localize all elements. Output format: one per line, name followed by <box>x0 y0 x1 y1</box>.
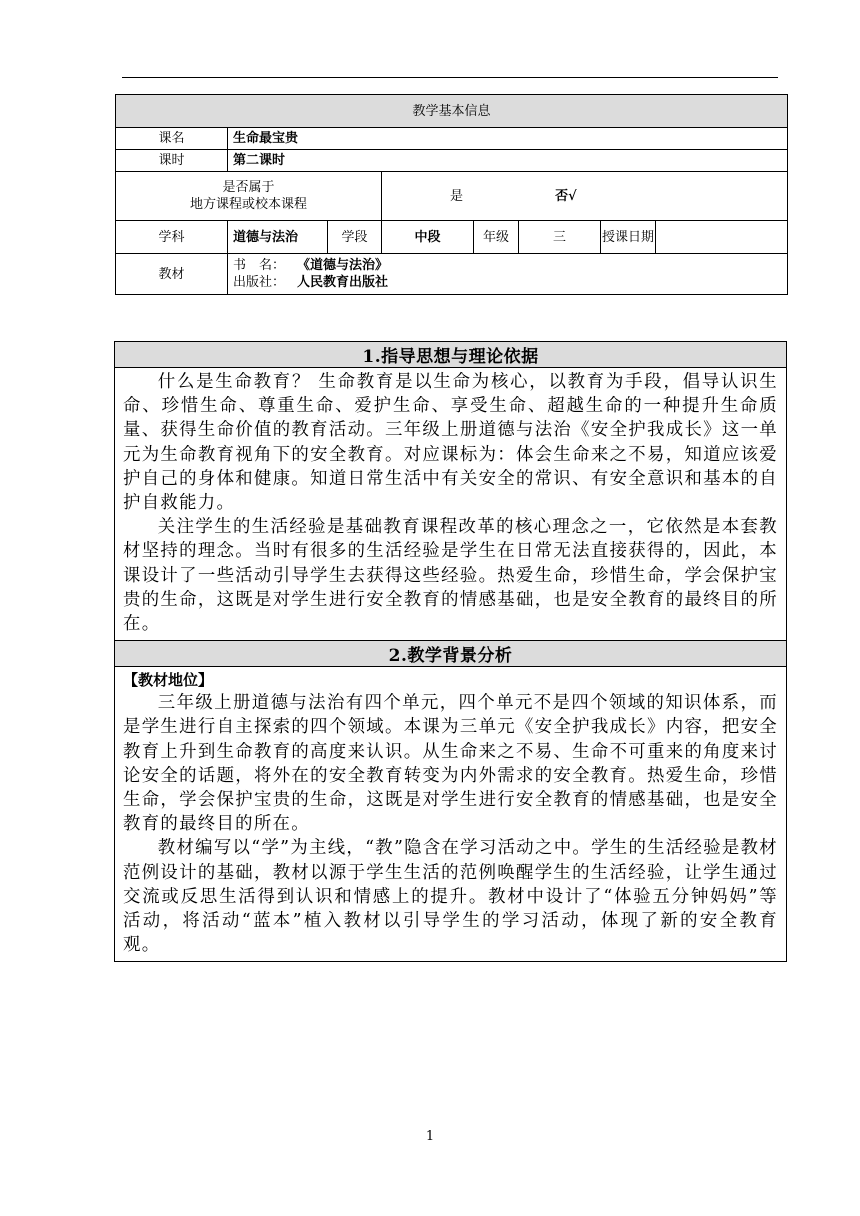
course-name-label: 课名 <box>116 128 228 150</box>
section-1-paragraph-1: 什么是生命教育？ 生命教育是以生命为核心，以教育为手段，倡导认识生命、珍惜生命、尊重生命、爱护生命、享受生命、超越生命的一种提升生命质量、获得生命价值的教育活动。三年级上册道德与法治《安全护我成长》这一单元为生命教育视角下的安全教育。对应课标为：体会生命来之不易，知道应该爱护自己的身体和健康。知道日常生活中有关安全的常识、有安全意识和基本的自护自救能力。 <box>123 372 778 514</box>
stage-value: 中段 <box>382 221 474 254</box>
date-value <box>656 221 788 254</box>
date-label: 授课日期 <box>601 221 656 254</box>
grade-label: 年级 <box>474 221 519 254</box>
yes-option: 是 <box>450 188 464 204</box>
local-course-answer <box>382 172 788 221</box>
period-value: 第二课时 <box>228 150 788 172</box>
stage-label: 学段 <box>328 221 382 254</box>
book-name-line <box>233 257 787 274</box>
no-option-checked: 否√ <box>555 188 577 204</box>
section-1-body <box>115 368 787 641</box>
book-name-key: 书 名： <box>233 258 286 273</box>
publisher-line <box>233 274 787 291</box>
course-name-value: 生命最宝贵 <box>228 128 788 150</box>
section-2-subhead: 【教材地位】 <box>123 671 214 690</box>
grade-value: 三 <box>519 221 601 254</box>
content-table <box>114 341 787 962</box>
book-name-value: 《道德与法治》 <box>297 258 389 273</box>
section-2-paragraph-2: 教材编写以“学”为主线，“教”隐含在学习活动之中。学生的生活经验是教材范例设计的基础，教材以源于学生生活的范例唤醒学生的生活经验，让学生通过交流或反思生活得到认识和情感上的提升。教材中设计了“体验五分钟妈妈”等活动，将活动“蓝本”植入教材以引导学生的学习活动，体现了新的安全教育观。 <box>123 838 778 956</box>
local-course-label-line2: 地方课程或校本课程 <box>189 197 307 212</box>
header-rule <box>122 77 778 78</box>
period-label: 课时 <box>116 150 228 172</box>
basic-info-table <box>115 94 788 295</box>
publisher-value: 人民教育出版社 <box>297 275 389 290</box>
section-2-body <box>115 667 787 962</box>
local-course-label-line1: 是否属于 <box>222 180 275 195</box>
local-course-label <box>116 172 382 221</box>
subject-label: 学科 <box>116 221 228 254</box>
page-number: 1 <box>425 1129 435 1144</box>
section-1-paragraph-2: 关注学生的生活经验是基础教育课程改革的核心理念之一，它依然是本套教材坚持的理念。当时有很多的生活经验是学生在日常无法直接获得的，因此，本课设计了一些活动引导学生去获得这些经验。热爱生命，珍惜生命，学会保护宝贵的生命，这既是对学生进行安全教育的情感基础，也是安全教育的最终目的所在。 <box>123 517 778 635</box>
section-1-title: 1.指导思想与理论依据 <box>115 342 787 368</box>
section-2-title: 2.教学背景分析 <box>115 641 787 667</box>
publisher-key: 出版社： <box>233 275 286 290</box>
textbook-label: 教材 <box>116 254 228 295</box>
textbook-info <box>228 254 788 295</box>
info-table-title: 教学基本信息 <box>116 95 788 128</box>
section-2-paragraph-1: 三年级上册道德与法治有四个单元，四个单元不是四个领域的知识体系，而是学生进行自主探索的四个领域。本课为三单元《安全护我成长》内容，把安全教育上升到生命教育的高度来认识。从生命来之不易、生命不可重来的角度来讨论安全的话题，将外在的安全教育转变为内外需求的安全教育。热爱生命，珍惜生命，学会保护宝贵的生命，这既是对学生进行安全教育的情感基础，也是安全教育的最终目的所在。 <box>123 693 778 835</box>
subject-value: 道德与法治 <box>228 221 328 254</box>
